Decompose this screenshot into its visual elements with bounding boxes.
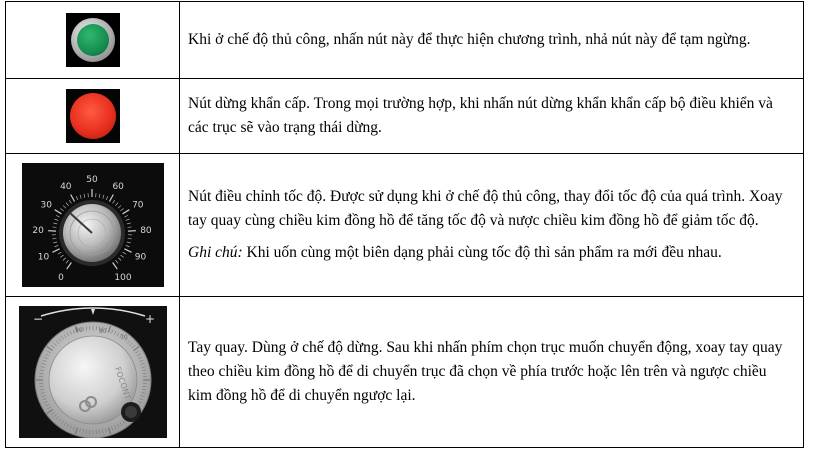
dial-tick (112, 262, 117, 269)
dial-label: 90 (134, 252, 146, 263)
dial-tick (115, 260, 118, 263)
dial-tick (126, 223, 130, 224)
dial-tick (83, 194, 84, 198)
dial-tick (115, 203, 118, 206)
dial-tick (120, 255, 123, 257)
image-cell (6, 79, 180, 154)
dial-tick (60, 208, 63, 210)
note-text: Khi uốn cùng một biên dạng phải cùng tốc độ thì sản phẩm ra mới đều nhau. (242, 244, 722, 261)
dial-tick (76, 196, 78, 200)
dial-label: 10 (37, 252, 49, 263)
dial-tick (124, 215, 128, 217)
dial-label: 40 (59, 181, 72, 192)
description-cell (180, 297, 804, 448)
handwheel-icon (19, 306, 167, 438)
dial-tick (80, 195, 81, 199)
image-cell (6, 154, 180, 297)
dial-label: 70 (131, 200, 144, 211)
dial-tick (106, 196, 108, 200)
dial-tick (112, 200, 114, 203)
dial-label: 60 (111, 181, 124, 192)
image-cell (6, 297, 180, 448)
speed-adjust-knob-icon (22, 163, 164, 287)
dial-tick (65, 203, 68, 206)
dial-tick (58, 252, 61, 254)
dial-tick (99, 194, 100, 198)
image-cell (6, 2, 180, 79)
dial-tick (70, 195, 74, 202)
dial-tick (52, 227, 56, 228)
dial-tick (127, 238, 131, 239)
plus-sign: + (144, 312, 155, 326)
note-label: Ghi chú: (188, 244, 243, 261)
dial-tick (122, 252, 125, 254)
green-start-button-icon (66, 13, 120, 67)
dial-tick (102, 195, 103, 199)
description-text: Tay quay. Dùng ở chế độ dừng. Sau khi nhấn phím chọn trục muốn chuyển động, xoay tay quay theo chiều kim đồng hồ để di chuyển trục đã chọn về phía trước hoặc lên trên và ngược chiều kim đồng hồ để di chuyển ngược lại. (188, 339, 783, 404)
dial-tick (122, 210, 129, 214)
dial-tick (60, 255, 63, 257)
dial-label: 0 (57, 273, 64, 284)
dial-tick (125, 245, 129, 246)
dial-tick (54, 219, 58, 220)
description-text: Khi ở chế độ thủ công, nhấn nút này để thực hiện chương trình, nhả nút này để tạm ngừng. (188, 31, 751, 48)
dial-tick (118, 205, 121, 208)
description-text: Nút điều chỉnh tốc độ. Được sử dụng khi ở chế độ thủ công, thay đổi tốc độ của quá trình. Xoay tay quay cùng chiều kim đồng hồ để tăng tốc độ và nược chiều kim đồng hồ để giảm tốc độ. (188, 188, 783, 229)
dial-label: 100 (113, 273, 132, 284)
dial-label: 50 (85, 175, 98, 185)
dial-tick (126, 242, 130, 243)
dial-tick (118, 258, 121, 261)
description-text: Nút dừng khẩn cấp. Trong mọi trường hợp, khi nhấn nút dừng khẩn khẩn cấp bộ điều khiển và các trục sẽ vào trạng thái dừng. (188, 95, 773, 136)
wheel-label-80: 80 (98, 328, 107, 335)
wheel-label-90: 90 (74, 327, 83, 334)
dial-tick (53, 242, 57, 243)
description-cell (180, 154, 804, 297)
knob-svg (22, 163, 164, 287)
dial-label: 80 (139, 226, 152, 237)
dial-tick (63, 205, 66, 208)
red-emergency-stop-button-icon (66, 89, 120, 143)
dial-tick (109, 195, 113, 202)
dial-tick (66, 262, 71, 269)
minus-sign: − (32, 312, 43, 326)
wheel-label-70: 70 (119, 334, 128, 341)
wheel-brand: FOCONT (112, 365, 132, 401)
dial-tick (120, 208, 123, 210)
dial-tick (125, 219, 129, 220)
handwheel-svg (19, 306, 167, 438)
dial-tick (52, 249, 59, 253)
table-row (6, 297, 804, 448)
dial-label: 20 (31, 226, 44, 237)
dial-tick (124, 249, 131, 253)
table-row (6, 2, 804, 79)
table-row (6, 154, 804, 297)
table-row (6, 79, 804, 154)
dial-tick (54, 245, 58, 246)
dial-tick (53, 223, 57, 224)
description-table (5, 1, 804, 448)
dial-tick (54, 210, 61, 214)
dial-tick (69, 200, 71, 203)
dial-tick (127, 227, 131, 228)
dial-tick (65, 260, 68, 263)
dial-tick (62, 258, 65, 261)
dial-tick (52, 238, 56, 239)
description-cell (180, 2, 804, 79)
dial-label: 30 (39, 200, 52, 211)
description-cell (180, 79, 804, 154)
note-paragraph (188, 241, 793, 265)
dial-tick (56, 215, 60, 217)
